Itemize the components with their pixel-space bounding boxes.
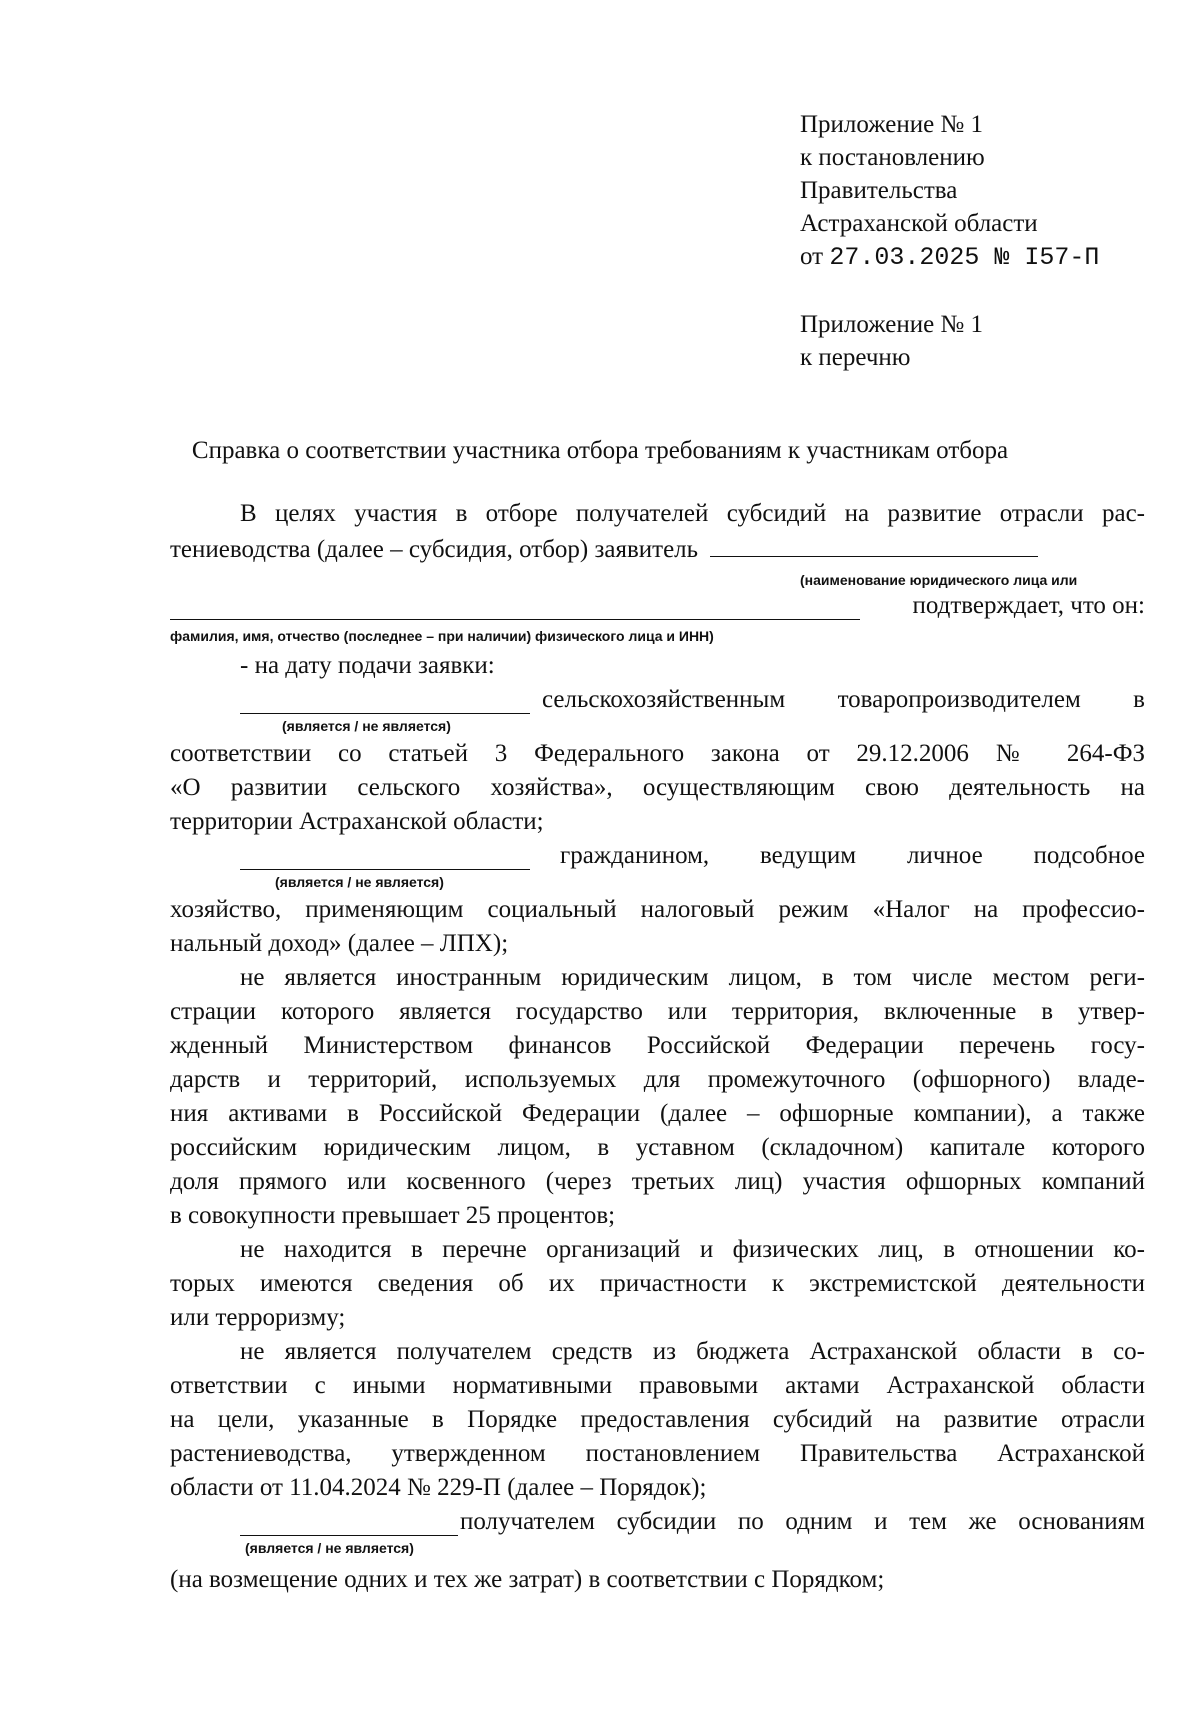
applicant-fio-blank bbox=[170, 618, 860, 620]
item-2-line bbox=[240, 842, 1145, 870]
item-1-text-line: территории Астраханской области; bbox=[170, 808, 544, 835]
item-2-hint: (является / не является) bbox=[275, 874, 444, 890]
item-2-text-line: хозяйство, применяющим социальный налоговый режим «Налог на профессио- bbox=[170, 896, 1145, 923]
offshore-line: российским юридическим лицом, в уставном (складочном) капитале которого bbox=[170, 1134, 1145, 1161]
item-3-last-line: (на возмещение одних и тех же затрат) в соответствии с Порядком; bbox=[170, 1566, 885, 1593]
offshore-line: страции которого является государство или территория, включенные в утвер- bbox=[170, 998, 1145, 1025]
hint-applicant-fio: фамилия, имя, отчество (последнее – при наличии) физического лица и ИНН) bbox=[170, 628, 714, 644]
budget-line: не является получателем средств из бюджета Астраханской области в со- bbox=[240, 1338, 1145, 1365]
header-date-value: 27.03.2025 № I57-П bbox=[829, 243, 1100, 272]
extremism-line: не находится в перечне организаций и физических лиц, в отношении ко- bbox=[240, 1236, 1145, 1263]
budget-line: ответствии с иными нормативными правовыми актами Астраханской области bbox=[170, 1372, 1145, 1399]
offshore-line: в совокупности превышает 25 процентов; bbox=[170, 1202, 616, 1229]
applicant-name-blank bbox=[710, 555, 1038, 557]
submission-date-line: - на дату подачи заявки: bbox=[240, 652, 495, 679]
intro-line-3 bbox=[170, 592, 1145, 620]
intro-line-2-text: тениеводства (далее – субсидия, отбор) заявитель bbox=[170, 536, 699, 563]
intro-line-3-text: подтверждает, что он: bbox=[912, 592, 1145, 619]
budget-line: области от 11.04.2024 № 229-П (далее – Порядок); bbox=[170, 1474, 707, 1501]
header-line: Приложение № 1 bbox=[800, 111, 984, 138]
item-3-hint: (является / не является) bbox=[245, 1540, 414, 1556]
header-date-line bbox=[800, 240, 1099, 274]
extremism-line: торых имеются сведения об их причастности к экстремистской деятельности bbox=[170, 1270, 1145, 1297]
document-title: Справка о соответствии участника отбора требованиям к участникам отбора bbox=[191, 437, 1009, 464]
header-line: к перечню bbox=[800, 344, 911, 371]
offshore-line: жденный Министерством финансов Российской Федерации перечень госу- bbox=[170, 1032, 1145, 1059]
hint-applicant-name: (наименование юридического лица или bbox=[800, 572, 1078, 588]
intro-line-2 bbox=[170, 536, 1145, 564]
offshore-line: ния активами в Российской Федерации (далее – офшорные компании), а также bbox=[170, 1100, 1145, 1127]
item-3-tail: получателем субсидии по одним и тем же основаниям bbox=[460, 1508, 1145, 1535]
extremism-line: или терроризму; bbox=[170, 1304, 346, 1331]
appendix-header bbox=[800, 108, 1099, 374]
item-2-text-line: нальный доход» (далее – ЛПХ); bbox=[170, 930, 509, 957]
header-line: к постановлению bbox=[800, 144, 985, 171]
header-line: Правительства bbox=[800, 177, 958, 204]
header-line: Астраханской области bbox=[800, 210, 1038, 237]
header-date-prefix: от bbox=[800, 243, 824, 270]
offshore-line: доля прямого или косвенного (через третьих лиц) участия офшорных компаний bbox=[170, 1168, 1145, 1195]
item-1-text-line: соответствии со статьей 3 Федерального закона от 29.12.2006 № 264-ФЗ bbox=[170, 740, 1145, 767]
item-1-hint: (является / не является) bbox=[282, 718, 451, 734]
item-1-line bbox=[240, 686, 1145, 714]
item-1-blank bbox=[240, 712, 530, 714]
item-2-tail: гражданином, ведущим личное подсобное bbox=[560, 842, 1145, 869]
item-3-blank bbox=[240, 1534, 458, 1536]
item-2-blank bbox=[240, 868, 530, 870]
item-1-tail: сельскохозяйственным товаропроизводителем в bbox=[542, 686, 1145, 713]
offshore-line: не является иностранным юридическим лицом, в том числе местом реги- bbox=[240, 964, 1145, 991]
offshore-line: дарств и территорий, используемых для промежуточного (офшорного) владе- bbox=[170, 1066, 1145, 1093]
item-1-text-line: «О развитии сельского хозяйства», осуществляющим свою деятельность на bbox=[170, 774, 1145, 801]
intro-line-1: В целях участия в отборе получателей субсидий на развитие отрасли рас- bbox=[240, 500, 1145, 527]
header-line: Приложение № 1 bbox=[800, 311, 984, 338]
item-3-line bbox=[240, 1508, 1145, 1536]
budget-line: на цели, указанные в Порядке предоставления субсидий на развитие отрасли bbox=[170, 1406, 1145, 1433]
budget-line: растениеводства, утвержденном постановлением Правительства Астраханской bbox=[170, 1440, 1145, 1467]
